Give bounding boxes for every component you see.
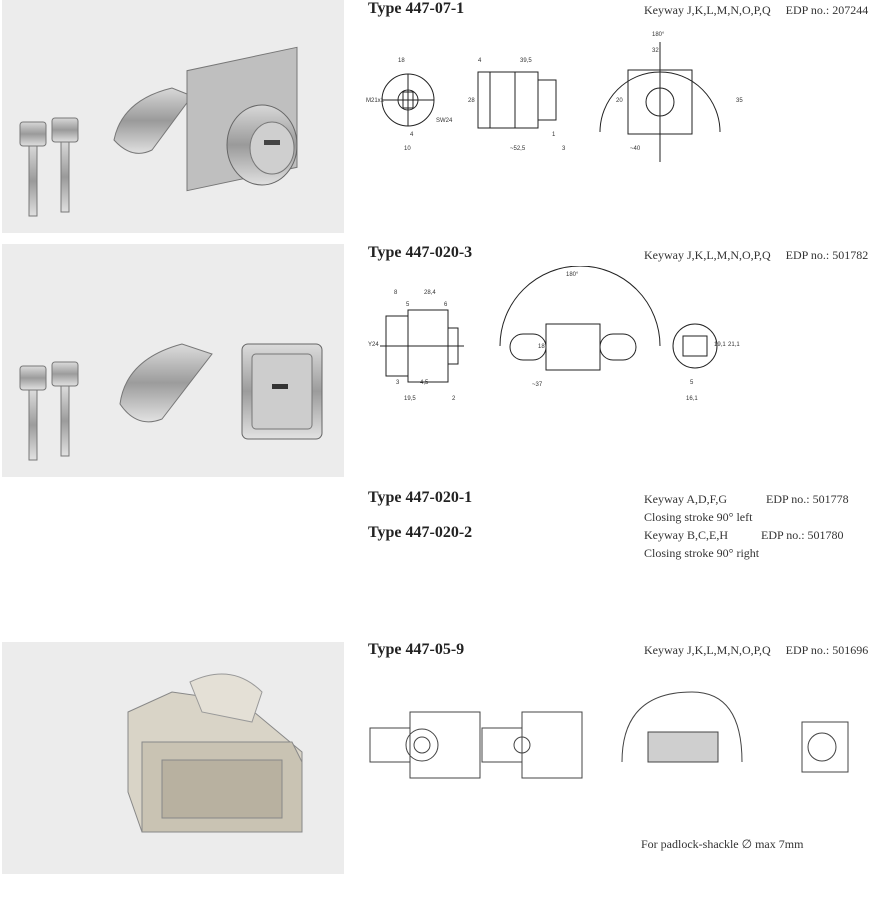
keyway-text: Keyway A,D,F,G bbox=[644, 492, 728, 506]
dim-label: 3 bbox=[396, 380, 400, 386]
product-title: Type 447-05-9 bbox=[368, 641, 465, 658]
product-photo-447-020-3 bbox=[2, 244, 344, 477]
dim-label: 20 bbox=[616, 98, 623, 104]
dim-label: 8 bbox=[394, 290, 398, 296]
technical-drawing-447-020-3 bbox=[360, 266, 760, 408]
dim-label: 35 bbox=[736, 98, 743, 104]
dim-label: 4 bbox=[478, 58, 482, 64]
closing-stroke-note: Closing stroke 90° right bbox=[644, 546, 760, 560]
product-title: Type 447-07-1 bbox=[368, 0, 465, 17]
dim-label: 19,5 bbox=[404, 396, 416, 402]
keyway-text: Keyway J,K,L,M,N,O,P,Q bbox=[644, 248, 771, 262]
dim-label: 18 bbox=[398, 58, 405, 64]
dim-label: 28 bbox=[468, 98, 475, 104]
technical-drawing-447-07-1 bbox=[360, 22, 760, 162]
dim-label: 28,4 bbox=[424, 290, 436, 296]
padlock-shackle-note: For padlock-shackle ∅ max 7mm bbox=[641, 837, 804, 851]
product-info bbox=[644, 528, 844, 543]
dim-label: ~40 bbox=[630, 146, 641, 152]
edp-number: EDP no.: 501696 bbox=[785, 643, 869, 657]
dim-label: 19,1 bbox=[714, 342, 726, 348]
keyway-text: Keyway B,C,E,H bbox=[644, 528, 728, 542]
keys-image bbox=[20, 362, 78, 460]
dim-label: M21x1 bbox=[366, 98, 385, 104]
dim-label: 3 bbox=[562, 146, 566, 152]
dim-label: 10 bbox=[404, 146, 411, 152]
cam-lock-image bbox=[114, 47, 297, 190]
product-photo-447-05-9 bbox=[2, 642, 344, 874]
keys-image bbox=[20, 118, 78, 216]
cam-lock-image bbox=[120, 344, 322, 439]
dim-label: 16,1 bbox=[686, 396, 698, 402]
dim-label: ~52,5 bbox=[510, 146, 526, 152]
dim-label: ~37 bbox=[532, 382, 543, 388]
product-info bbox=[644, 248, 868, 263]
closing-stroke-note: Closing stroke 90° left bbox=[644, 510, 753, 524]
product-info bbox=[644, 643, 868, 658]
dim-label: 4,5 bbox=[420, 380, 429, 386]
product-title: Type 447-020-1 bbox=[368, 489, 473, 506]
product-title: Type 447-020-3 bbox=[368, 244, 473, 261]
dim-label: 5 bbox=[690, 380, 694, 386]
dim-label: 6 bbox=[444, 302, 448, 308]
dim-label: 1 bbox=[552, 132, 556, 138]
dim-label: 5 bbox=[406, 302, 410, 308]
edp-number: EDP no.: 207244 bbox=[785, 3, 869, 17]
dim-label: Y24 bbox=[368, 342, 379, 348]
dim-label: 32 bbox=[652, 48, 659, 54]
keyway-text: Keyway J,K,L,M,N,O,P,Q bbox=[644, 3, 771, 17]
technical-drawing-447-05-9 bbox=[362, 682, 872, 812]
dim-label: SW24 bbox=[436, 118, 453, 124]
product-photo-447-07-1 bbox=[2, 0, 344, 233]
keyway-text: Keyway J,K,L,M,N,O,P,Q bbox=[644, 643, 771, 657]
padlock-hasp-image bbox=[128, 674, 302, 832]
product-info bbox=[644, 492, 849, 507]
dim-label: 39,5 bbox=[520, 58, 532, 64]
dim-label: 2 bbox=[452, 396, 456, 402]
product-title: Type 447-020-2 bbox=[368, 524, 473, 541]
dim-label: 18 bbox=[538, 344, 545, 350]
dim-label: 4 bbox=[410, 132, 414, 138]
dim-label: 21,1 bbox=[728, 342, 740, 348]
product-info bbox=[644, 3, 868, 18]
edp-number: EDP no.: 501778 bbox=[766, 492, 849, 506]
dim-label: 180° bbox=[652, 32, 665, 38]
edp-number: EDP no.: 501782 bbox=[785, 248, 869, 262]
edp-number: EDP no.: 501780 bbox=[761, 528, 844, 542]
dim-label: 180° bbox=[566, 272, 579, 278]
